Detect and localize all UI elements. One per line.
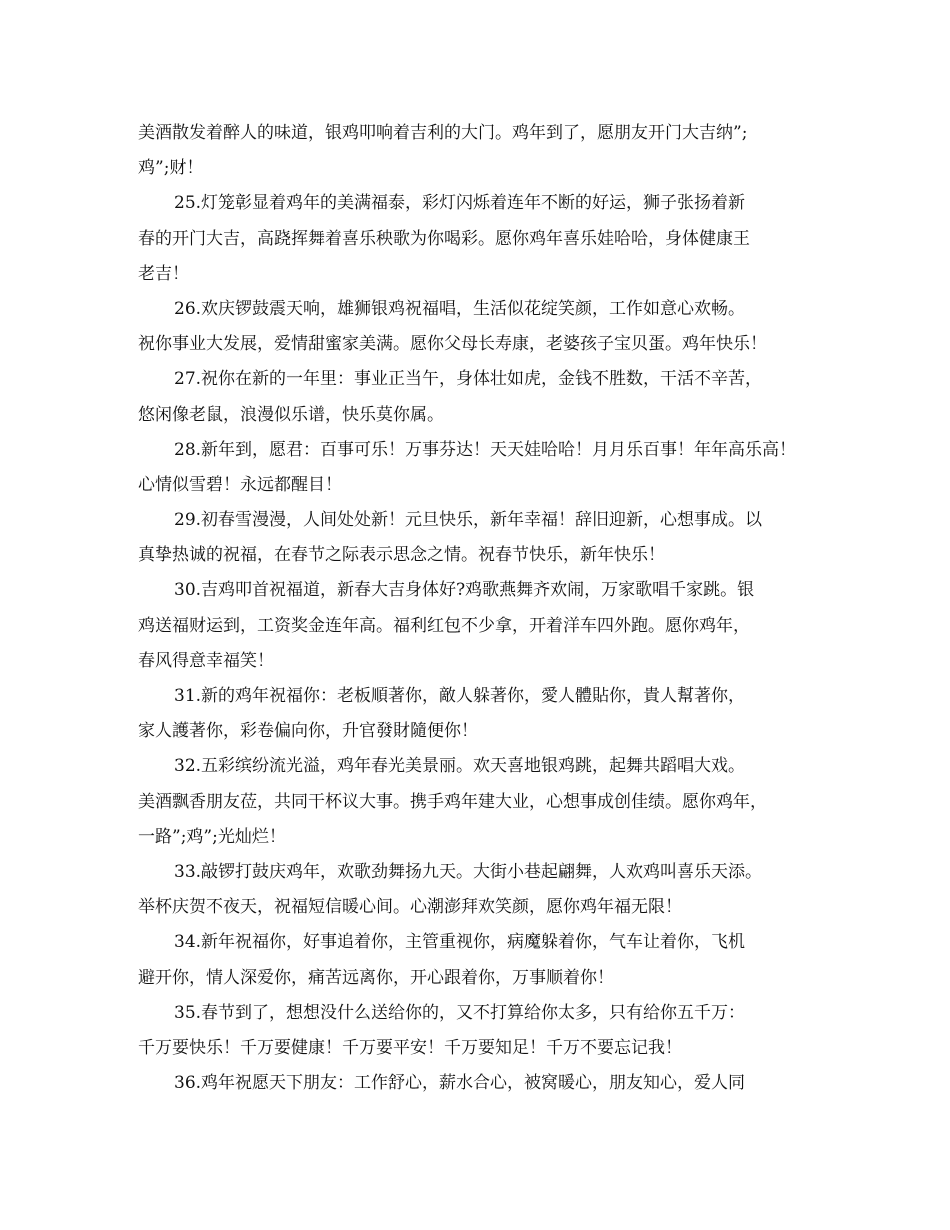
paragraph-26-start: 26.欢庆锣鼓震天响，雄狮银鸡祝福唱，生活似花绽笑颜，工作如意心欢畅。 [174, 298, 746, 319]
text-line: 春风得意幸福笑！ [138, 650, 274, 671]
text-line: 真挚热诚的祝福，在春节之际表示思念之情。祝春节快乐，新年快乐！ [138, 545, 665, 566]
paragraph-32-start: 32.五彩缤纷流光溢，鸡年春光美景丽。欢天喜地银鸡跳，起舞共蹈唱大戏。 [174, 756, 746, 777]
text-line: 举杯庆贺不夜天，祝福短信暖心间。心潮澎拜欢笑颜，愿你鸡年福无限！ [138, 897, 682, 918]
text-line: 一路”;鸡”;光灿烂！ [138, 826, 286, 847]
text-line: 美酒飘香朋友莅，共同干杯议大事。携手鸡年建大业，心想事成创佳绩。愿你鸡年， [138, 791, 767, 812]
paragraph-30-start: 30.吉鸡叩首祝福道，新春大吉身体好?鸡歌燕舞齐欢闹，万家歌唱千家跳。银 [174, 580, 755, 601]
paragraph-29-start: 29.初春雪漫漫，人间处处新！元旦快乐，新年幸福！辞旧迎新，心想事成。以 [174, 510, 763, 531]
text-line: 悠闲像老鼠，浪漫似乐谱，快乐莫你属。 [138, 404, 444, 425]
text-line: 鸡”;财！ [138, 158, 204, 179]
paragraph-31-start: 31.新的鸡年祝福你：老板順著你，敵人躲著你，愛人體貼你，貴人幫著你， [174, 686, 746, 706]
paragraph-27-start: 27.祝你在新的一年里：事业正当午，身体壮如虎，金钱不胜数，干活不辛苦， [174, 369, 763, 390]
text-line: 家人護著你，彩卷偏向你，升官發財隨便你！ [138, 721, 478, 742]
text-line: 美酒散发着醉人的味道，银鸡叩响着吉利的大门。鸡年到了，愿朋友开门大吉纳”; [138, 123, 748, 143]
paragraph-25-start: 25.灯笼彰显着鸡年的美满福泰，彩灯闪烁着连年不断的好运，狮子张扬着新 [174, 193, 746, 214]
paragraph-36-start: 36.鸡年祝愿天下朋友：工作舒心，薪水合心，被窝暖心，朋友知心，爱人同 [174, 1073, 746, 1094]
paragraph-33-start: 33.敲锣打鼓庆鸡年，欢歌劲舞扬九天。大街小巷起翩舞，人欢鸡叫喜乐天添。 [174, 861, 763, 882]
text-line: 心情似雪碧！永远都醒目！ [138, 474, 342, 495]
paragraph-34-start: 34.新年祝福你，好事追着你，主管重视你，病魔躲着你，气车让着你，飞机 [174, 932, 746, 953]
document-body [138, 116, 828, 1101]
text-line: 春的开门大吉，高跷挥舞着喜乐秧歌为你喝彩。愿你鸡年喜乐娃哈哈，身体健康王 [138, 228, 750, 249]
paragraph-35-start: 35.春节到了，想想没什么送给你的，又不打算给你太多，只有给你五千万： [174, 1002, 746, 1023]
text-line: 千万要快乐！千万要健康！千万要平安！千万要知足！千万不要忘记我！ [138, 1037, 682, 1058]
text-line: 老吉！ [138, 263, 189, 284]
text-line: 祝你事业大发展，爱情甜蜜家美满。愿你父母长寿康，老婆孩子宝贝蛋。鸡年快乐！ [138, 334, 767, 355]
text-line: 鸡送福财运到，工资奖金连年高。福利红包不少拿，开着洋车四外跑。愿你鸡年， [138, 615, 750, 636]
paragraph-28-start: 28.新年到，愿君：百事可乐！万事芬达！天天娃哈哈！月月乐百事！年年高乐高！ [174, 439, 797, 460]
text-line: 避开你，情人深爱你，痛苦远离你，开心跟着你，万事顺着你！ [138, 967, 614, 988]
